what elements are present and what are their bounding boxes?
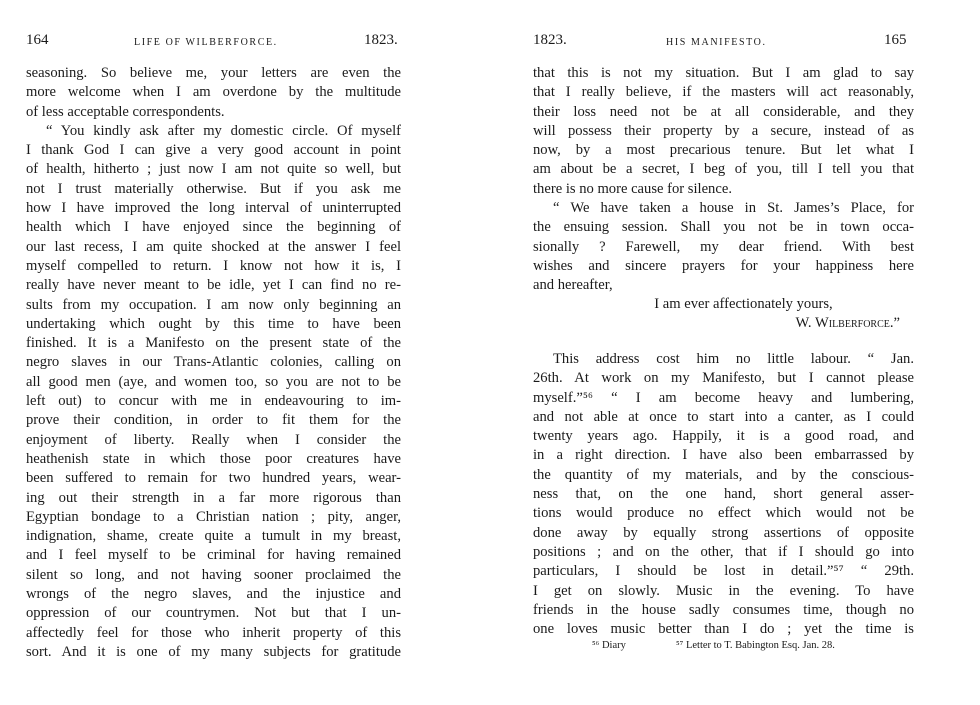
text-line: wishes and sincere prayers for your happiness here	[533, 257, 914, 274]
text-line: silent so long, and not having sooner proclaimed the	[26, 566, 401, 583]
text-line: left out) to concur with me in endeavouring to im-	[26, 393, 401, 410]
right-page-number: 165	[884, 32, 907, 48]
text-line: and I feel myself to be criminal for having remained	[26, 547, 401, 564]
footnote-57: ⁵⁷ Letter to T. Babington Esq. Jan. 28.	[676, 640, 835, 651]
text-line: positions ; and on the other, that if I should go into	[533, 543, 914, 560]
text-line: friends in the house sadly consumes time, though no	[533, 601, 914, 618]
text-line: all good men (aye, and women too, so you are not to be	[26, 373, 401, 390]
text-line: enjoyment of liberty. Really when I consider the	[26, 431, 401, 448]
left-page-number: 164	[26, 32, 49, 48]
text-line: that this is not my situation. But I am glad to say	[533, 65, 914, 81]
text-line: am about be a secret, I beg of you, till I tell you that	[533, 161, 914, 178]
text-line: negro slaves in our Trans-Atlantic colonies, calling on	[26, 354, 401, 371]
text-line: there is no more cause for silence.	[533, 180, 732, 197]
text-line: of health, hitherto ; just now I am not quite so well, but	[26, 161, 401, 178]
text-line: not I trust materially otherwise. But if you ask me	[26, 180, 401, 197]
text-line: and hereafter,	[533, 277, 613, 294]
text-line: seasoning. So believe me, your letters are even the	[26, 65, 401, 81]
text-line: oppression of our countrymen. Not but that I un-	[26, 605, 401, 622]
text-line: “ You kindly ask after my domestic circle. Of myself	[46, 122, 401, 139]
text-line: how I have improved the long interval of uninterrupted	[26, 200, 401, 217]
text-line: tions would produce no effect which would not be	[533, 505, 914, 522]
text-line: Egyptian bondage to a Christian nation ; pity, anger,	[26, 508, 401, 525]
text-line: ing out their strength in a far more rigorous than	[26, 489, 401, 506]
letter-closing-block	[533, 295, 914, 334]
text-line: sort. And it is one of my many subjects for gratitude	[26, 643, 401, 660]
text-line: finished. It is a Manifesto on the present state of the	[26, 335, 401, 352]
text-line: that I really believe, if the masters will act reasonably,	[533, 84, 914, 101]
letter-signature: W. Wilberforce.”	[795, 315, 900, 332]
text-line: 26th. At work on my Manifesto, but I cannot please	[533, 370, 914, 387]
text-line: really have never meant to be idle, yet I can find no re-	[26, 277, 401, 294]
text-line: myself compelled to return. I know not how it is, I	[26, 257, 401, 274]
right-body-text	[533, 350, 914, 639]
text-line: health which I have enjoyed since the beginning of	[26, 219, 401, 236]
text-line: heathenish state in which those poor creatures have	[26, 450, 401, 467]
right-running-head: HIS MANIFESTO.	[666, 37, 767, 48]
text-line: indignation, shame, create quite a tumult in my breast,	[26, 528, 401, 545]
text-line: will possess their property by a secure, instead of as	[533, 122, 914, 139]
text-line: now, by a most precarious tenure. But let what I	[533, 142, 914, 159]
right-year: 1823.	[533, 32, 567, 48]
text-line: wrongs of the negro slaves, and the injustice and	[26, 586, 401, 603]
text-line: and not able at once to start into a canter, as I could	[533, 408, 914, 425]
text-line: twenty years ago. Happily, it is a good road, and	[533, 428, 914, 445]
text-line: sionally ? Farewell, my dear friend. With best	[533, 238, 914, 255]
text-line: This address cost him no little labour. “ Jan.	[553, 351, 914, 367]
text-line: myself.”⁵⁶ “ I am become heavy and lumbering,	[533, 389, 914, 406]
text-line: in a right direction. I have also been embarrassed by	[533, 447, 914, 464]
text-line: affectedly feel for those who inherit property of this	[26, 624, 401, 641]
letter-closing: I am ever affectionately yours,	[654, 296, 833, 312]
text-line: their loss need not be at all considerable, and they	[533, 103, 914, 120]
text-line: more welcome when I am overdone by the multitude	[26, 84, 401, 101]
text-line: been suffered to remain for two hundred years, wear-	[26, 470, 401, 487]
left-page	[0, 0, 470, 705]
right-letter-text	[533, 64, 914, 296]
text-line: “ We have taken a house in St. James’s Place, for	[553, 200, 914, 217]
text-line: done away by equally strong assertions of opposite	[533, 524, 914, 541]
text-line: I get on slowly. Music in the evening. To have	[533, 582, 914, 599]
text-line: one loves music better than I do ; yet the time is	[533, 621, 914, 638]
text-line: sults from my occupation. I am now only beginning an	[26, 296, 401, 313]
text-line: prove their condition, in order to fit them for the	[26, 412, 401, 429]
text-line: of less acceptable correspondents.	[26, 103, 225, 120]
left-body-text	[26, 64, 401, 662]
text-line: undertaking which ought by this time to have been	[26, 315, 401, 332]
left-running-head: LIFE OF WILBERFORCE.	[134, 37, 278, 48]
text-line: our last recess, I am quite shocked at the answer I feel	[26, 238, 401, 255]
text-line: the quantity of my materials, and by the conscious-	[533, 466, 914, 483]
left-year: 1823.	[364, 32, 398, 48]
footnote-56: ⁵⁶ Diary	[592, 640, 626, 651]
text-line: the ensuing session. Shall you not be in town occa-	[533, 219, 914, 236]
text-line: I thank God I can give a very good account in point	[26, 142, 401, 159]
text-line: particulars, I should be lost in detail.”⁵⁷ “ 29th.	[533, 563, 914, 580]
text-line: ness that, on the one hand, short general asser-	[533, 486, 914, 503]
right-page	[500, 0, 980, 705]
